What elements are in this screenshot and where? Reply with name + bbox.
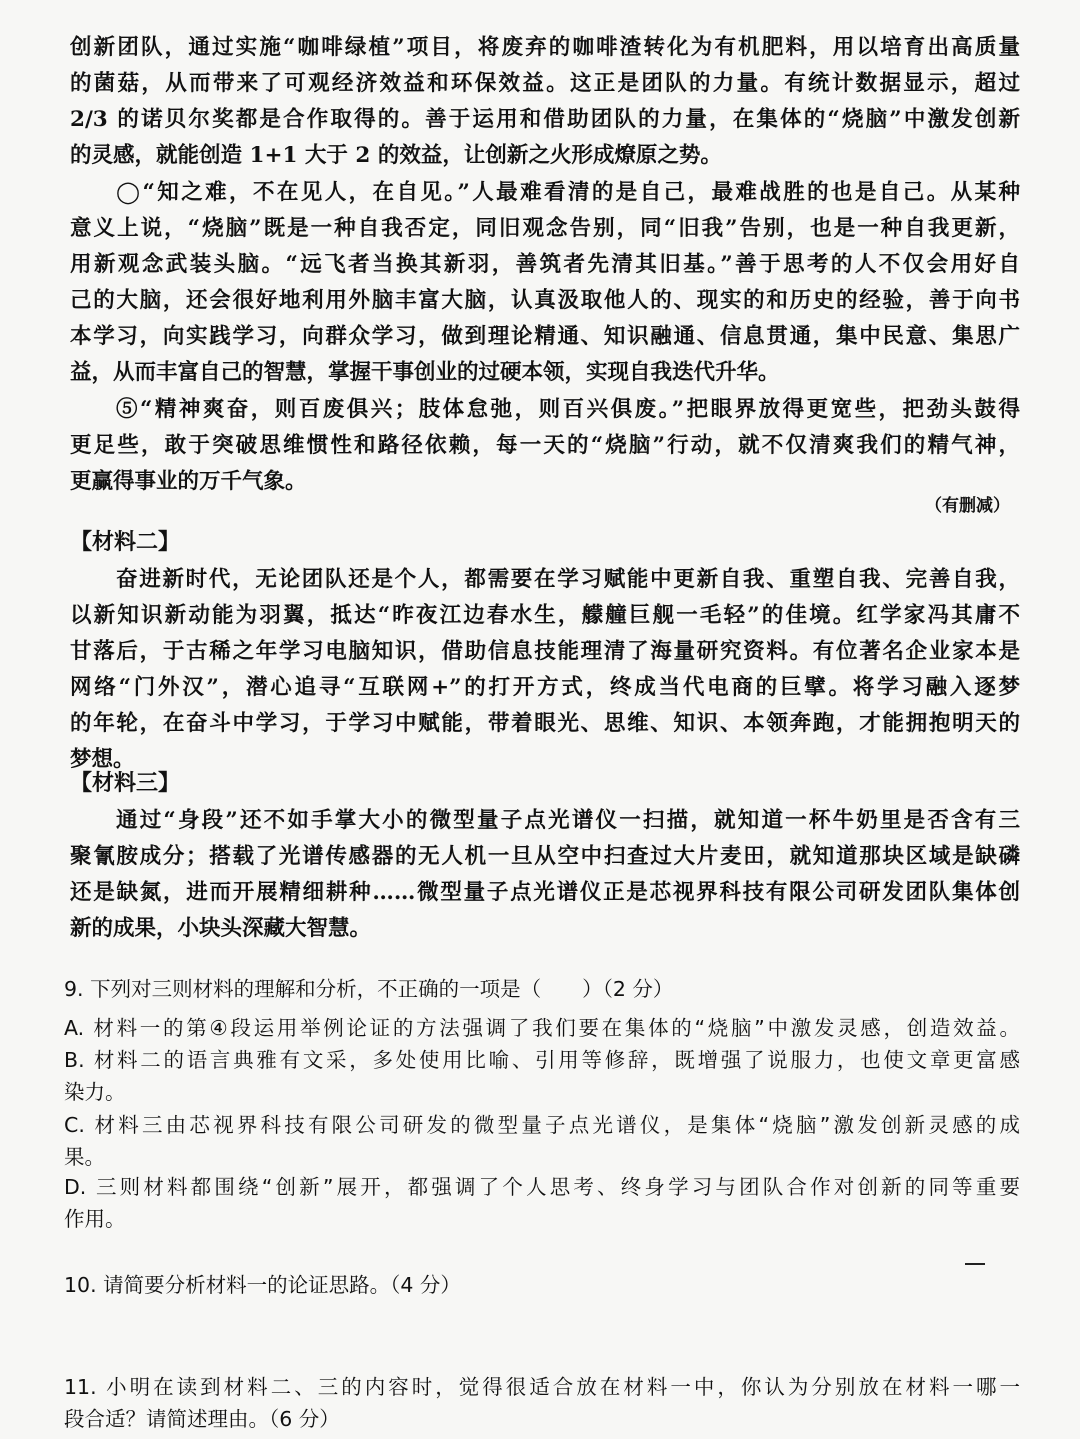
question-9-option-c-cont: 果。 (64, 1145, 105, 1169)
question-9-option-d: D. 三则材料都围绕“创新”展开，都强调了个人思考、终身学习与团队合作对创新的同等重要 (64, 1175, 1020, 1199)
text-line: 新的成果，小块头深藏大智慧。 (70, 916, 372, 941)
text-line: 意义上说，“烧脑”既是一种自我否定，同旧观念告别，同“旧我”告别，也是一种自我更新， (70, 216, 1020, 241)
material-two-heading: 【材料二】 (70, 529, 181, 555)
abridged-note: （有删减） (925, 496, 1010, 516)
question-9-stem: 9. 下列对三则材料的理解和分析，不正确的一项是（ ）（2 分） (64, 977, 674, 1001)
question-10: 10. 请简要分析材料一的论证思路。（4 分） (64, 1273, 461, 1297)
text-line: 的菌菇，从而带来了可观经济效益和环保效益。这正是团队的力量。有统计数据显示，超过 (70, 71, 1020, 96)
text-line: 以新知识新动能为羽翼，抵达“昨夜江边春水生，艨艟巨舰一毛轻”的佳境。红学家冯其庸不 (70, 603, 1020, 628)
text-line: 更足些，敢于突破思维惯性和路径依赖，每一天的“烧脑”行动，就不仅清爽我们的精气神， (70, 433, 1020, 458)
text-line: 益，从而丰富自己的智慧，掌握干事创业的过硬本领，实现自我迭代升华。 (70, 360, 780, 385)
text-line: 本学习，向实践学习，向群众学习，做到理论精通、知识融通、信息贯通，集中民意、集思广 (70, 324, 1020, 349)
text-line: 2/3 的诺贝尔奖都是合作取得的。善于运用和借助团队的力量，在集体的“烧脑”中激发创新 (70, 107, 1020, 132)
text-line: 己的大脑，还会很好地利用外脑丰富大脑，认真汲取他人的、现实的和历史的经验，善于向书 (70, 288, 1020, 313)
text-line: 网络“门外汉”，潜心追寻“互联网+”的打开方式，终成当代电商的巨擘。将学习融入逐梦 (70, 675, 1020, 700)
text-line: 甘落后，于古稀之年学习电脑知识，借助信息技能理清了海量研究资料。有位著名企业家本是 (70, 639, 1020, 664)
question-9-option-a: A. 材料一的第④段运用举例论证的方法强调了我们要在集体的“烧脑”中激发灵感，创造效益。 (64, 1016, 1020, 1040)
question-11-cont: 段合适？请简述理由。（6 分） (64, 1407, 340, 1431)
question-11: 11. 小明在读到材料二、三的内容时，觉得很适合放在材料一中，你认为分别放在材料一哪一 (64, 1375, 1020, 1399)
text-line: 通过“身段”还不如手掌大小的微型量子点光谱仪一扫描，就知道一杯牛奶里是否含有三 (116, 808, 1020, 833)
question-9-option-b-cont: 染力。 (64, 1080, 126, 1104)
question-9-option-b: B. 材料二的语言典雅有文采，多处使用比喻、引用等修辞，既增强了说服力，也使文章更富感 (64, 1048, 1020, 1072)
text-line: ⑤“精神爽奋，则百废俱兴；肢体怠弛，则百兴俱废。”把眼界放得更宽些，把劲头鼓得 (116, 397, 1020, 422)
text-line: 的年轮，在奋斗中学习，于学习中赋能，带着眼光、思维、知识、本领奔跑，才能拥抱明天的 (70, 711, 1020, 736)
text-line: 梦想。 (70, 747, 135, 772)
question-9-option-d-cont: 作用。 (64, 1207, 126, 1231)
text-line: 创新团队，通过实施“咖啡绿植”项目，将废弃的咖啡渣转化为有机肥料，用以培育出高质量 (70, 35, 1020, 60)
text-line: ◯“知之难，不在见人，在自见。”人最难看清的是自己，最难战胜的也是自己。从某种 (116, 180, 1020, 205)
material-three-heading: 【材料三】 (70, 770, 181, 796)
text-line: 奋进新时代，无论团队还是个人，都需要在学习赋能中更新自我、重塑自我、完善自我， (116, 567, 1020, 592)
question-9-option-c: C. 材料三由芯视界科技有限公司研发的微型量子点光谱仪，是集体“烧脑”激发创新灵感的成 (64, 1113, 1020, 1137)
stray-mark (965, 1263, 985, 1265)
text-line: 的灵感，就能创造 1+1 大于 2 的效益，让创新之火形成燎原之势。 (70, 143, 722, 168)
text-line: 更赢得事业的万千气象。 (70, 469, 307, 494)
text-line: 还是缺氮，进而开展精细耕种……微型量子点光谱仪正是芯视界科技有限公司研发团队集体创 (70, 880, 1020, 905)
text-line: 聚氰胺成分；搭载了光谱传感器的无人机一旦从空中扫查过大片麦田，就知道那块区域是缺磷 (70, 844, 1020, 869)
text-line: 用新观念武装头脑。“远飞者当换其新羽，善筑者先清其旧基。”善于思考的人不仅会用好自 (70, 252, 1020, 277)
